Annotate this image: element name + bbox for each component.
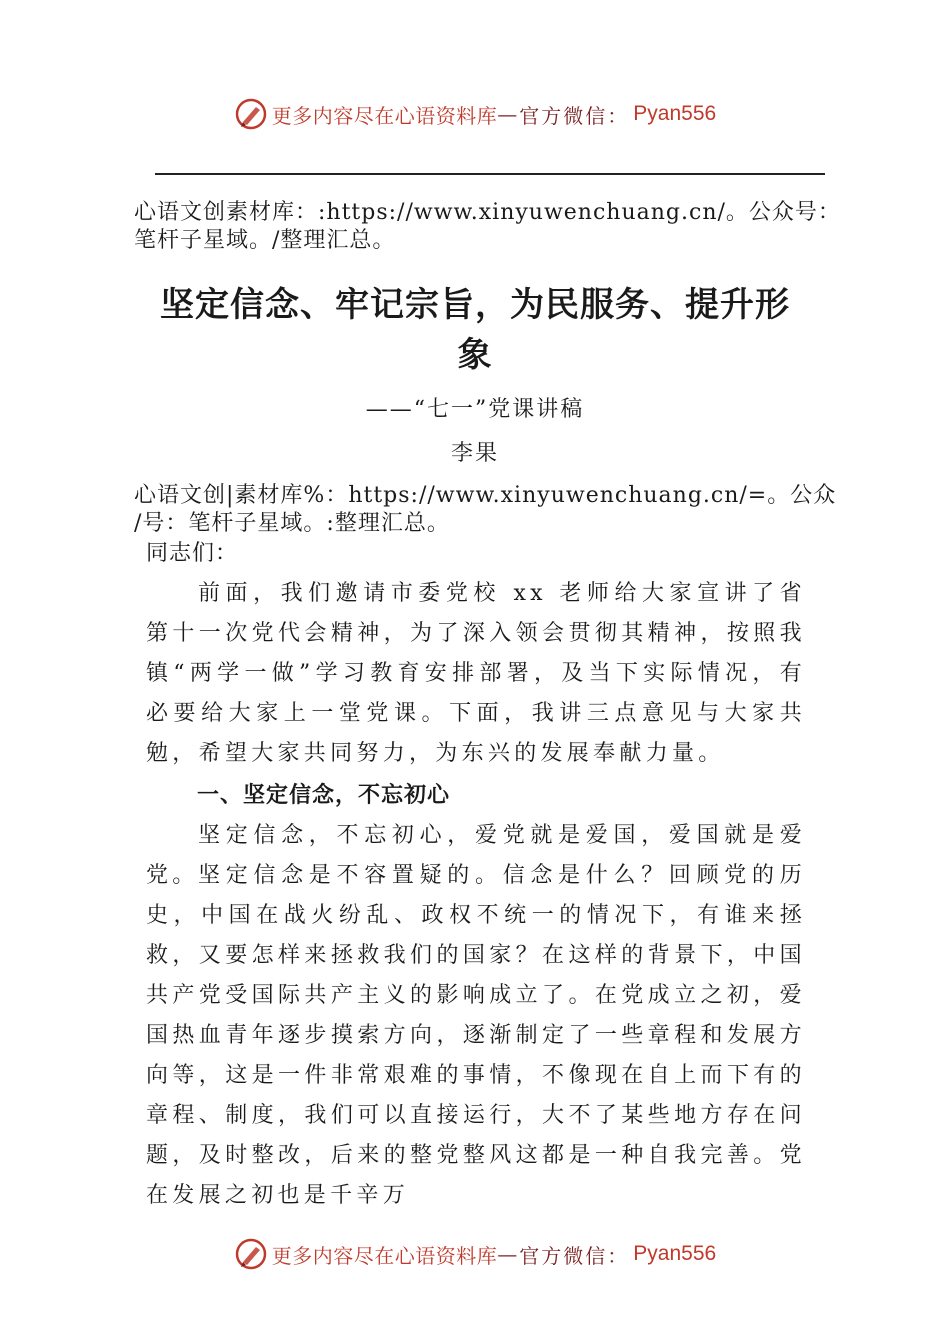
paragraph-1: 坚定信念，不忘初心，爱党就是爱国，爱国就是爱党。: [146, 823, 806, 888]
footer-banner: [0, 1234, 950, 1274]
document-subtitle: ——“七一”党课讲稿: [365, 397, 585, 422]
banner-dash: —: [497, 1242, 520, 1266]
paragraph-2: 坚定信念是不容置疑的。信念是什么？回顾党的历史，中国在战火纷乱、政权不统一的情况下，有谁来拯救，又要怎样来拯救我们的国家？在这样的背景下，中国共产党受国际共产主义的影响成立了。在党成立之初，爱国热血青年逐步摸索方向，逐渐制定了一些章程和发展方向等，这是一件非常艰难的事情，不像现在自上而下有的章程、制度，我们可以直接运行，大不了某些地方存在问题，及时整改，后来的整党整风这都是一种自我完善。党在发展之初也是千辛万: [146, 863, 806, 1208]
watermark-mid-line1: 心语文创|素材库%：https://www.xinyuwenchuang.cn/=。公众: [134, 483, 837, 508]
banner-promo-text: 更多内容尽在心语资料库: [271, 1243, 498, 1268]
document-title-line2: 象: [457, 335, 493, 375]
pen-logo-icon: [234, 97, 268, 131]
salutation: 同志们：: [146, 541, 239, 566]
document-title-line1: 坚定信念、牢记宗旨，为民服务、提升形: [160, 285, 790, 325]
banner-dash: —: [497, 102, 520, 126]
document-author: 李果: [450, 441, 499, 466]
banner-promo-text: 更多内容尽在心语资料库: [271, 103, 498, 128]
banner-wechat-id: Pyan556: [633, 1242, 717, 1265]
watermark-top-line1: 心语文创素材库：:https://www.xinyuwenchuang.cn/。公众号：: [134, 200, 841, 225]
watermark-top-line2: 笔杆子星域。/整理汇总。: [134, 228, 396, 253]
watermark-mid-line2: /号：笔杆子星域。:整理汇总。: [134, 511, 450, 536]
header-banner: [0, 94, 950, 134]
banner-wechat-id: Pyan556: [633, 102, 717, 125]
intro-paragraph: 前面，我们邀请市委党校 xx 老师给大家宣讲了省第十一次党代会精神，为了深入领会贯彻其精神，按照我镇“两学一做”学习教育安排部署，及当下实际情况，有必要给大家上一堂党课。下面，我讲三点意见与大家共勉，希望大家共同努力，为东兴的发展奉献力量。: [146, 581, 806, 766]
pen-logo-icon: [234, 1237, 268, 1271]
header-divider: [155, 173, 825, 175]
banner-wechat-label: 官方微信：: [519, 103, 630, 128]
banner-wechat-label: 官方微信：: [519, 1243, 630, 1268]
section-heading-1: 一、坚定信念，不忘初心: [197, 783, 451, 808]
